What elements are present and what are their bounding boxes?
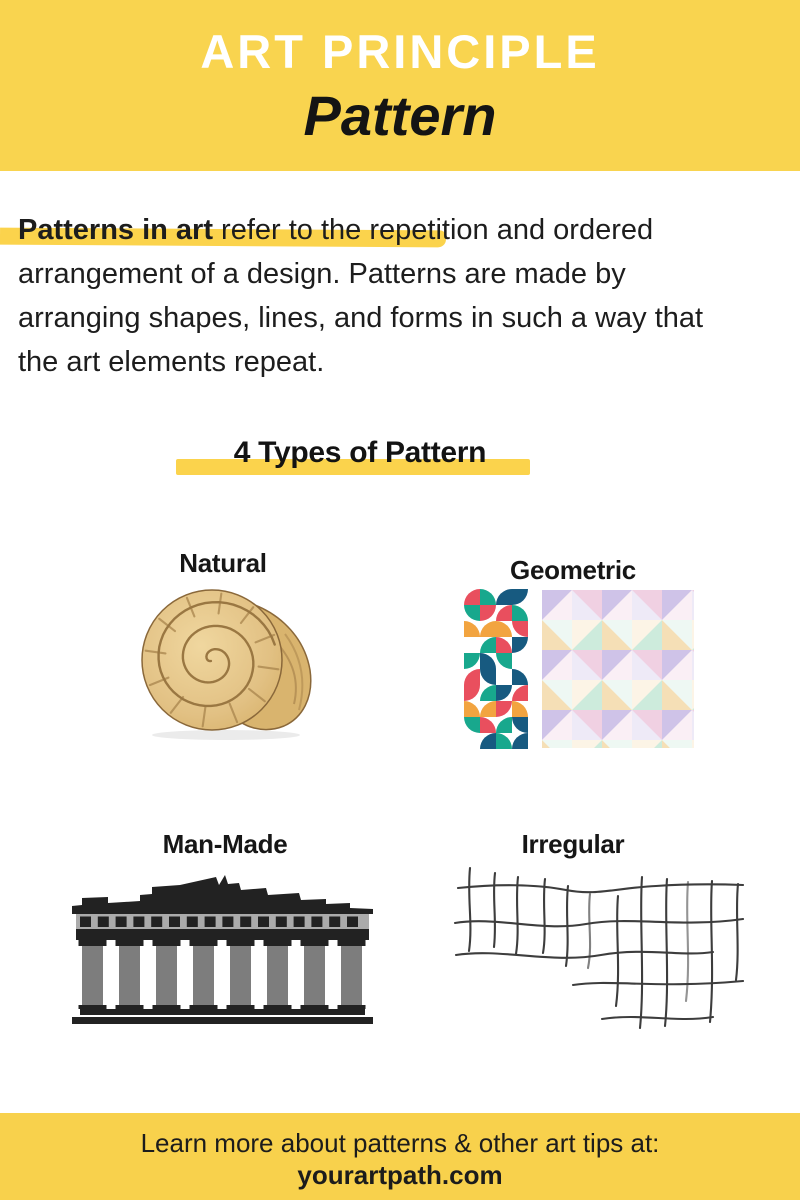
intro-line-4: the art elements repeat. <box>18 346 325 378</box>
temple-step-lower <box>72 1017 373 1024</box>
shell-shadow <box>152 730 300 740</box>
temple-columns <box>79 940 366 1009</box>
header-kicker: ART PRINCIPLE <box>200 25 600 78</box>
label-irregular: Irregular <box>521 829 625 859</box>
grid-h-line <box>456 952 713 958</box>
label-natural: Natural <box>179 548 267 578</box>
grid-v-line <box>736 884 738 980</box>
intro-bold-lead: Patterns in art <box>18 214 213 246</box>
label-man-made: Man-Made <box>162 829 288 859</box>
intro-paragraph <box>18 208 778 384</box>
types-heading-block <box>0 436 720 480</box>
grid-h-line <box>455 919 743 926</box>
snail-shell-illustration <box>126 584 321 742</box>
wavy-grid-illustration <box>444 856 744 1041</box>
footer-text: Learn more about patterns & other art tips at: <box>140 1128 660 1158</box>
temple-step-upper <box>80 1009 365 1015</box>
geometric-color-strip <box>464 589 528 749</box>
grid-h-line <box>602 1017 713 1019</box>
temple-pediment <box>72 875 373 914</box>
grid-v-line <box>494 873 495 947</box>
types-heading: 4 Types of Pattern <box>233 436 487 469</box>
grid-v-line <box>616 896 618 1006</box>
geometric-pastel-tiles <box>542 590 694 748</box>
grid-v-line <box>516 877 518 954</box>
footer-banner <box>0 1113 800 1200</box>
label-geometric: Geometric <box>510 555 636 585</box>
grid-v-line <box>469 868 470 951</box>
shell-main-whorl <box>142 590 282 730</box>
grid-h-line <box>573 981 743 985</box>
page-title: Pattern <box>303 84 497 147</box>
intro-line-3: arranging shapes, lines, and forms in such a way that <box>18 302 704 334</box>
grid-v-line <box>543 879 545 953</box>
intro-line-2: arrangement of a design. Patterns are made by <box>18 258 626 290</box>
header-banner <box>0 0 800 171</box>
intro-line-1 <box>18 208 778 252</box>
greek-temple-illustration <box>70 872 375 1024</box>
intro-line-1-rest: refer to the repetition and ordered <box>213 214 654 246</box>
grid-h-line <box>458 884 743 892</box>
pastel-pattern-area <box>542 590 694 748</box>
temple-architrave <box>76 929 369 940</box>
footer-site-url[interactable]: yourartpath.com <box>297 1160 503 1190</box>
